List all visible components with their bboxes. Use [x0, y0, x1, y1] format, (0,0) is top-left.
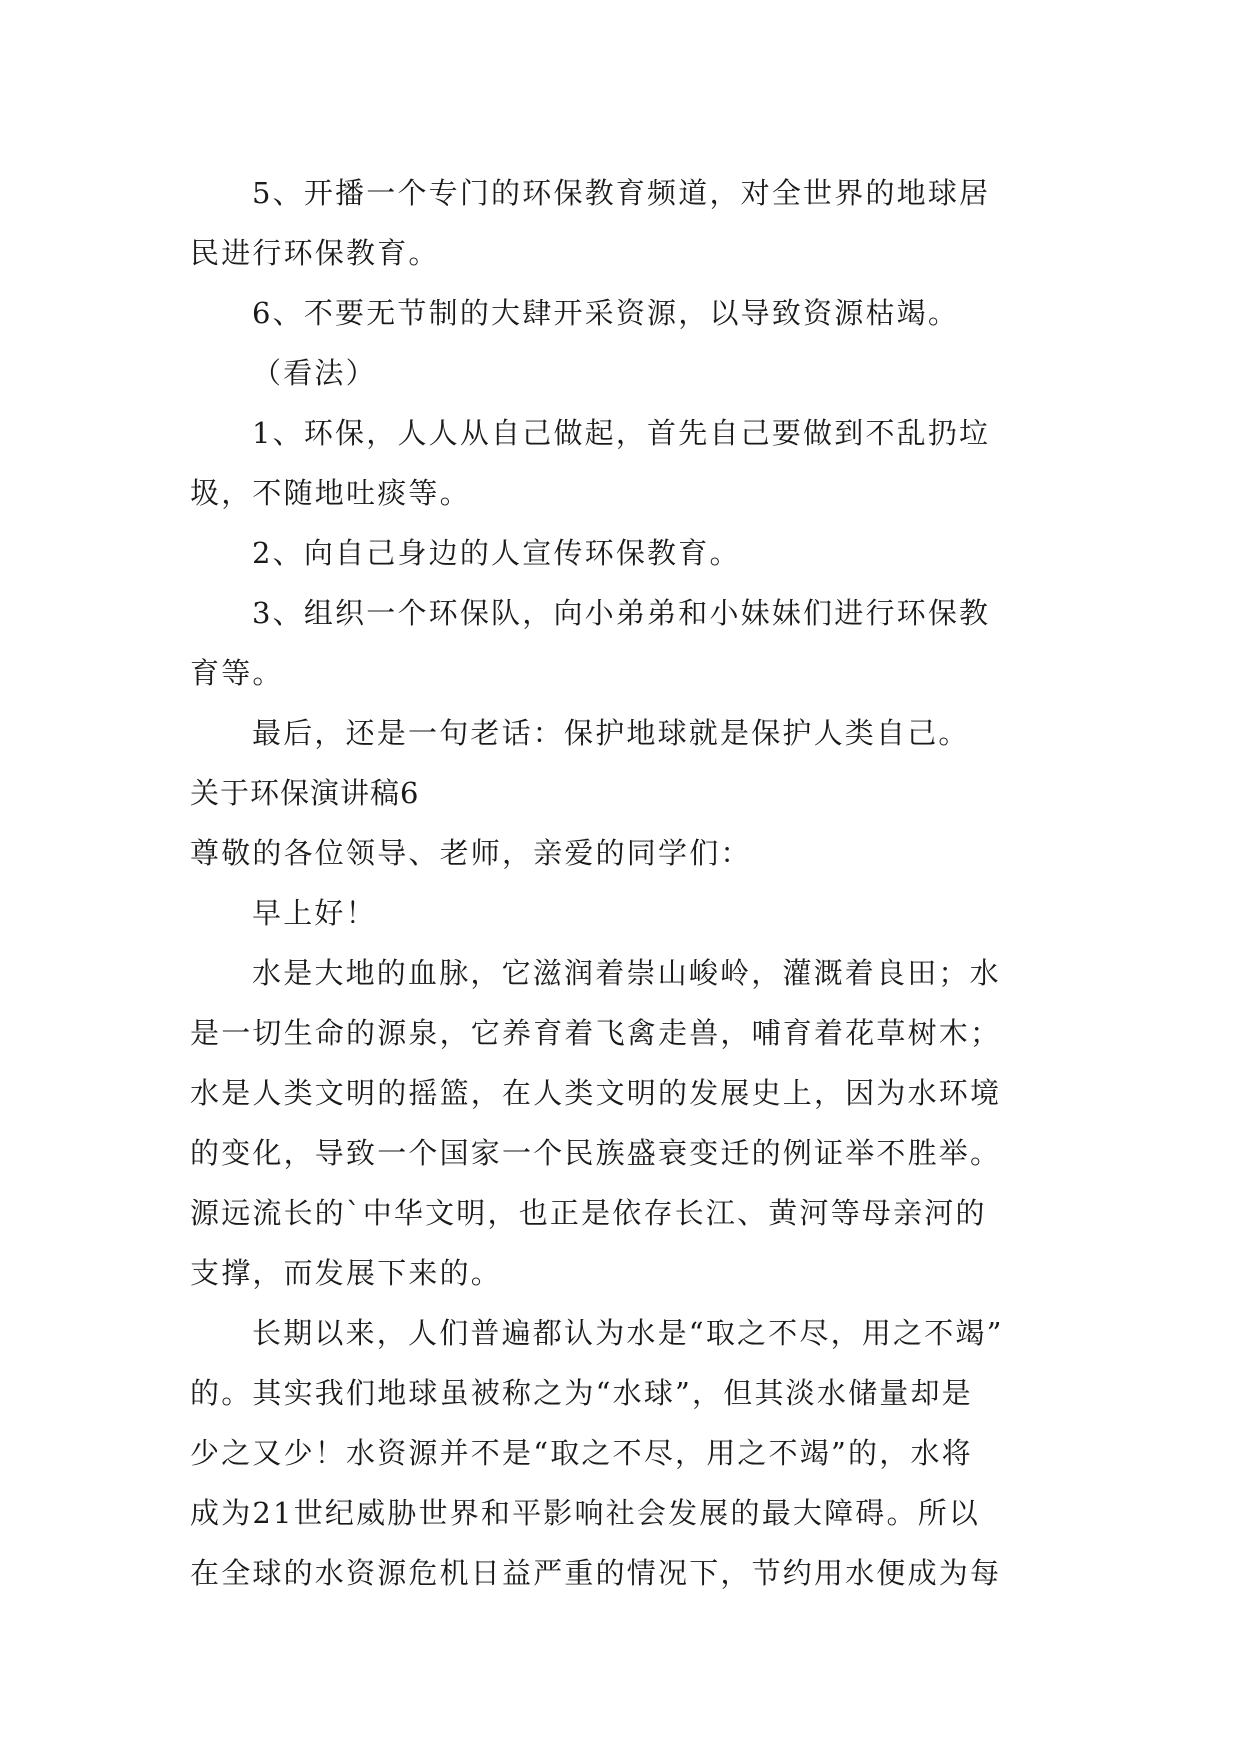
paragraph-line: 水是人类文明的摇篮，在人类文明的发展史上，因为水环境: [190, 1076, 1002, 1110]
paragraph-line: 6、不要无节制的大肆开采资源，以导致资源枯竭。: [252, 296, 960, 330]
paragraph-line: 源远流长的`中华文明，也正是依存长江、黄河等母亲河的: [190, 1196, 987, 1230]
paragraph-line: 3、组织一个环保队，向小弟弟和小妹妹们进行环保教: [252, 596, 991, 630]
paragraph-line: （看法）: [252, 356, 377, 390]
paragraph-line: 成为21世纪威胁世界和平影响社会发展的最大障碍。所以: [190, 1496, 981, 1530]
paragraph-line: 在全球的水资源危机日益严重的情况下，节约用水便成为每: [190, 1556, 1002, 1590]
paragraph-line: 最后，还是一句老话：保护地球就是保护人类自己。: [252, 716, 970, 750]
section-heading: 关于环保演讲稿6: [190, 776, 420, 810]
paragraph-line: 长期以来，人们普遍都认为水是“取之不尽，用之不竭”: [252, 1316, 1004, 1350]
document-body: [190, 163, 1080, 1603]
greeting-line: 早上好！: [252, 896, 377, 930]
paragraph-line: 少之又少！水资源并不是“取之不尽，用之不竭”的，水将: [190, 1436, 973, 1470]
paragraph-line: 支撑，而发展下来的。: [190, 1256, 503, 1290]
paragraph-line: 的。其实我们地球虽被称之为“水球”，但其淡水储量却是: [190, 1376, 973, 1410]
paragraph-line: 圾，不随地吐痰等。: [190, 476, 471, 510]
paragraph-line: 水是大地的血脉，它滋润着崇山峻岭，灌溉着良田；水: [252, 956, 1001, 990]
paragraph-line: 1、环保，人人从自己做起，首先自己要做到不乱扔垃: [252, 416, 991, 450]
paragraph-line: 的变化，导致一个国家一个民族盛衰变迁的例证举不胜举。: [190, 1136, 1002, 1170]
paragraph-line: 是一切生命的源泉，它养育着飞禽走兽，哺育着花草树木；: [190, 1016, 1002, 1050]
paragraph-line: 5、开播一个专门的环保教育频道，对全世界的地球居: [252, 176, 991, 210]
paragraph-line: 2、向自己身边的人宣传环保教育。: [252, 536, 741, 570]
paragraph-line: 民进行环保教育。: [190, 236, 440, 270]
salutation-line: 尊敬的各位领导、老师，亲爱的同学们：: [190, 836, 752, 870]
paragraph-line: 育等。: [190, 656, 284, 690]
